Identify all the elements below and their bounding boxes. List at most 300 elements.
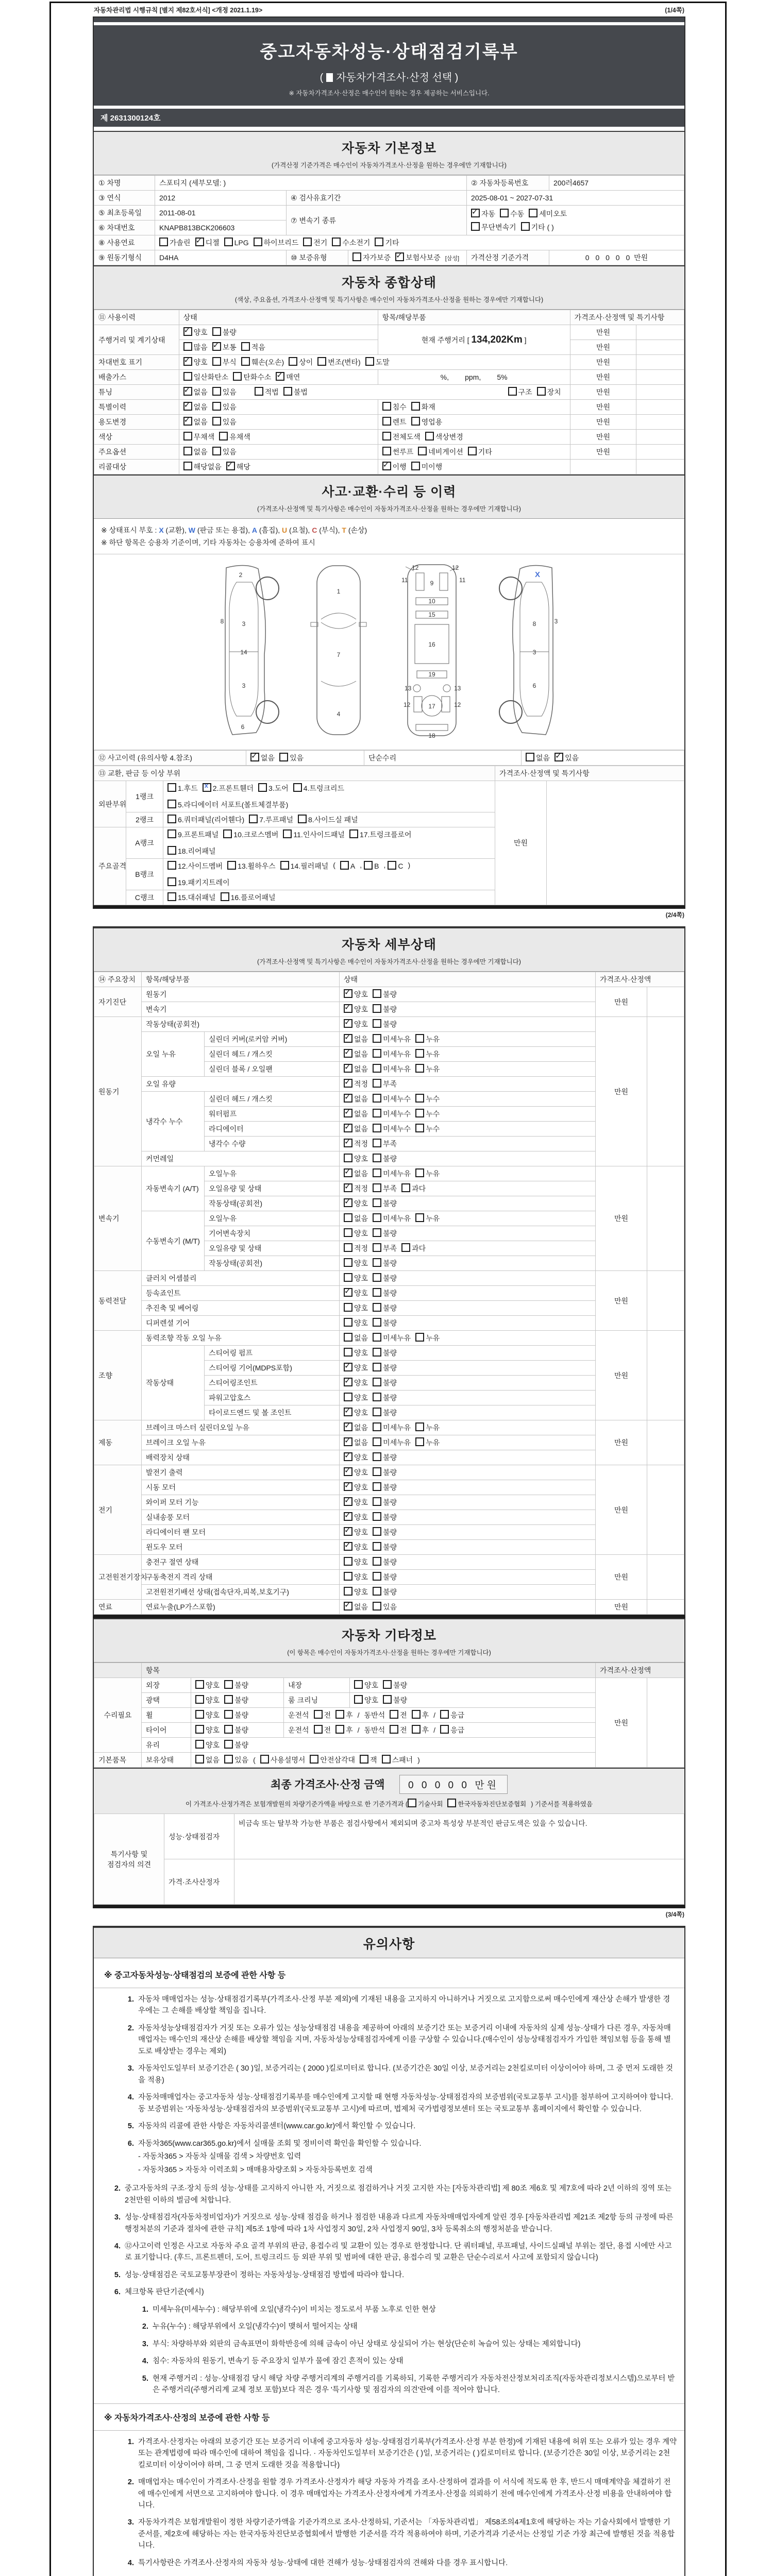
- checkbox[interactable]: [344, 989, 352, 998]
- checkbox[interactable]: [373, 1527, 381, 1536]
- checkbox[interactable]: [344, 1408, 352, 1416]
- checkbox[interactable]: [349, 829, 358, 838]
- table-row: 커먼레일 양호 불량: [94, 1151, 684, 1166]
- checkbox[interactable]: [382, 462, 391, 470]
- checkbox-label: 훼손(오손): [251, 358, 284, 366]
- checkbox-option: [373, 1572, 397, 1582]
- checkbox-option: [159, 238, 191, 248]
- checkbox[interactable]: [167, 815, 176, 823]
- checkbox[interactable]: [383, 1695, 392, 1704]
- checkbox[interactable]: [373, 1303, 381, 1312]
- checkbox[interactable]: [373, 1602, 381, 1611]
- checkbox[interactable]: [373, 1243, 381, 1252]
- checkbox[interactable]: [159, 238, 168, 246]
- checkbox-option: [195, 1740, 220, 1750]
- checkbox[interactable]: [447, 1799, 456, 1807]
- checkbox-option: [415, 1333, 440, 1343]
- svg-text:8: 8: [532, 620, 536, 628]
- checkbox[interactable]: [183, 327, 192, 336]
- checkbox-label: 9.프론트패널: [178, 831, 219, 839]
- checkbox[interactable]: [383, 1680, 392, 1689]
- table-row: 특기사항 및 점검자의 의견 성능·상태점검자 비금속 또는 탈부착 가능한 부품은 점검사항에서 제외되며 중고차 특성상 부분적인 판금도색은 있을 수 있습니다.: [94, 1814, 684, 1859]
- checkbox[interactable]: [521, 222, 530, 231]
- checkbox-label: 세미오토: [539, 209, 567, 218]
- checkbox[interactable]: [344, 1094, 352, 1103]
- checkbox[interactable]: [373, 1124, 381, 1132]
- checkbox-label: 전체도색: [392, 433, 421, 441]
- checkbox[interactable]: [344, 1512, 352, 1521]
- checkbox-label: 적음: [251, 343, 265, 351]
- checkbox[interactable]: [289, 357, 297, 366]
- checkbox-option: [415, 1034, 440, 1044]
- checkbox[interactable]: [195, 1725, 204, 1734]
- checkbox-label: 불량: [383, 1483, 397, 1492]
- checkbox[interactable]: [183, 462, 192, 470]
- checkbox[interactable]: [167, 877, 176, 886]
- table-row: 라디에이터 팬 모터 ✓ 양호 불량: [94, 1525, 684, 1540]
- checkbox[interactable]: [382, 417, 391, 426]
- checkbox[interactable]: [344, 1378, 352, 1386]
- checkbox[interactable]: [227, 861, 236, 870]
- checkbox[interactable]: [373, 1363, 381, 1371]
- checkbox[interactable]: [373, 1034, 381, 1043]
- checkbox[interactable]: [365, 357, 374, 366]
- warranty-note: [삼성]: [445, 256, 460, 262]
- checkbox[interactable]: [344, 1527, 352, 1536]
- checkbox[interactable]: [344, 1124, 352, 1132]
- checkbox[interactable]: [335, 1710, 344, 1719]
- checkbox[interactable]: [468, 447, 477, 455]
- checkbox-label: 14.필러패널: [290, 862, 329, 870]
- checkbox[interactable]: [415, 1049, 424, 1058]
- checkbox-label: 변조(변타): [328, 358, 361, 366]
- checkbox[interactable]: [373, 1049, 381, 1058]
- checkbox-option: [373, 1273, 397, 1283]
- checkbox[interactable]: [183, 447, 192, 455]
- checkbox[interactable]: [344, 1034, 352, 1043]
- svg-text:12: 12: [404, 701, 411, 708]
- checkbox[interactable]: [373, 1168, 381, 1177]
- checkbox[interactable]: [283, 387, 292, 396]
- checkbox[interactable]: [335, 1725, 344, 1734]
- checkbox-label: 있음: [222, 448, 237, 456]
- checkbox[interactable]: [183, 342, 192, 351]
- checkbox-option: [344, 1437, 368, 1448]
- checkbox[interactable]: [344, 1393, 352, 1401]
- checkbox-option: [183, 327, 208, 337]
- checkbox[interactable]: [373, 989, 381, 998]
- checkbox[interactable]: [344, 1198, 352, 1207]
- checkbox[interactable]: [183, 402, 192, 411]
- checkbox[interactable]: [360, 1755, 368, 1764]
- checkbox-option: [373, 1213, 411, 1224]
- checkbox-option: [167, 783, 198, 793]
- checkbox[interactable]: [212, 402, 221, 411]
- checkbox[interactable]: [344, 1213, 352, 1222]
- checkbox-option: [183, 342, 208, 352]
- checkbox[interactable]: [195, 1740, 204, 1749]
- checkbox-option: [224, 1755, 248, 1765]
- checkbox[interactable]: [471, 222, 480, 231]
- checkbox[interactable]: [224, 1710, 233, 1719]
- checkbox[interactable]: [390, 1710, 398, 1719]
- checkbox[interactable]: [212, 447, 221, 455]
- first-registration-value: 2011-08-01: [155, 206, 287, 221]
- checkbox[interactable]: [344, 1139, 352, 1147]
- checkbox[interactable]: [529, 209, 537, 217]
- checkbox-option: [373, 1004, 397, 1014]
- checkbox-label: 스패너: [392, 1756, 413, 1764]
- checkbox[interactable]: [382, 447, 391, 455]
- checkbox[interactable]: [254, 238, 262, 246]
- checkbox[interactable]: [471, 209, 480, 217]
- checkbox[interactable]: [425, 432, 434, 440]
- checkbox[interactable]: [167, 892, 176, 901]
- checkbox[interactable]: [373, 1437, 381, 1446]
- checkbox-option: [412, 1725, 429, 1735]
- checkbox[interactable]: [373, 1467, 381, 1476]
- table-row: B랭크 12.사이드멤버 13.휠하우스 14.필러패널 ( A , B , C ) 19.패키지트레이: [94, 859, 684, 890]
- checkbox[interactable]: [224, 1695, 233, 1704]
- checkbox[interactable]: [344, 1602, 352, 1611]
- checkbox[interactable]: [221, 892, 229, 901]
- checkbox[interactable]: [344, 1422, 352, 1431]
- checkbox[interactable]: [344, 1019, 352, 1028]
- checkbox[interactable]: [344, 1273, 352, 1282]
- checkbox-label: 양호: [354, 1319, 368, 1327]
- table-row: 스티어링조인트 ✓ 양호 불량: [94, 1376, 684, 1391]
- checkbox[interactable]: [344, 1064, 352, 1073]
- checkbox-option: [373, 1183, 397, 1194]
- table-row: 작동상태(공회전) ✓ 양호 불량: [94, 1196, 684, 1211]
- checkbox-label: 부족: [383, 1184, 397, 1193]
- checkbox[interactable]: [344, 1348, 352, 1357]
- checkbox[interactable]: [260, 1755, 269, 1764]
- checkbox[interactable]: [373, 1139, 381, 1147]
- checkbox[interactable]: [440, 1710, 449, 1719]
- checkbox[interactable]: [373, 1393, 381, 1401]
- checkbox-option: [521, 222, 554, 232]
- checkbox[interactable]: [373, 1497, 381, 1506]
- checkbox[interactable]: [344, 1482, 352, 1491]
- checkbox[interactable]: [212, 342, 221, 351]
- checkbox[interactable]: [373, 1572, 381, 1581]
- checkbox[interactable]: [375, 238, 383, 246]
- checkbox[interactable]: [373, 1019, 381, 1028]
- checkbox[interactable]: [183, 372, 192, 381]
- checkbox[interactable]: [344, 1452, 352, 1461]
- checkbox[interactable]: [310, 1755, 318, 1764]
- checkbox[interactable]: [255, 387, 263, 396]
- table-row: 리콜대상 해당없음 ✓ 해당 ✓ 이행 미이행: [94, 460, 684, 474]
- checkbox[interactable]: [401, 1243, 410, 1252]
- field-label: ⑩ 보증유형: [287, 250, 348, 265]
- checkbox[interactable]: [212, 357, 221, 366]
- checkbox[interactable]: [382, 1755, 391, 1764]
- checkbox-option: [373, 1527, 397, 1537]
- checkbox[interactable]: [224, 1755, 233, 1764]
- checkbox-option: [340, 861, 355, 871]
- field-label: ③ 연식: [94, 191, 155, 206]
- checkbox[interactable]: [373, 1378, 381, 1386]
- checkbox[interactable]: [250, 753, 259, 761]
- checkbox[interactable]: [415, 1168, 424, 1177]
- checkbox[interactable]: [508, 387, 517, 396]
- checkbox-label: 있음: [234, 1756, 249, 1764]
- checkbox[interactable]: [401, 1183, 410, 1192]
- checkbox[interactable]: [195, 238, 204, 246]
- checkbox[interactable]: [195, 1710, 204, 1719]
- checkbox[interactable]: [344, 1557, 352, 1566]
- checkbox[interactable]: [537, 387, 546, 396]
- checkbox-label: 전: [324, 1711, 331, 1719]
- checkbox[interactable]: [332, 238, 341, 246]
- section-title: 자동차 종합상태: [342, 276, 436, 290]
- table-row: 냉각수 누수 실린더 헤드 / 개스킷 ✓ 없음 미세누수 누수: [94, 1092, 684, 1107]
- checkbox[interactable]: [373, 1482, 381, 1491]
- checkbox[interactable]: [241, 342, 250, 351]
- checkbox[interactable]: [344, 1542, 352, 1551]
- checkbox[interactable]: [219, 432, 228, 440]
- checkbox[interactable]: [373, 1273, 381, 1282]
- checkbox[interactable]: [195, 1695, 204, 1704]
- checkbox[interactable]: [408, 1799, 416, 1807]
- checkbox[interactable]: [411, 462, 420, 470]
- checkbox[interactable]: [344, 1049, 352, 1058]
- checkbox-label: 무채색: [193, 433, 215, 441]
- checkbox[interactable]: [303, 238, 312, 246]
- checkbox[interactable]: [212, 417, 221, 426]
- checkbox[interactable]: [373, 1079, 381, 1088]
- checkbox-option: [344, 1004, 368, 1014]
- checkbox[interactable]: [373, 1154, 381, 1162]
- checkbox[interactable]: [373, 1348, 381, 1357]
- checkbox[interactable]: [354, 1680, 363, 1689]
- checkbox[interactable]: [344, 1168, 352, 1177]
- checkbox[interactable]: [203, 783, 211, 792]
- checkbox[interactable]: [373, 1213, 381, 1222]
- checkbox[interactable]: [195, 1680, 204, 1689]
- checkbox-label: 전: [400, 1726, 407, 1734]
- checkbox[interactable]: [418, 447, 427, 455]
- checkbox-option: [183, 447, 208, 457]
- checkbox[interactable]: [167, 846, 176, 855]
- checkbox[interactable]: [344, 1004, 352, 1013]
- checkbox[interactable]: [241, 357, 250, 366]
- checkbox[interactable]: [415, 1064, 424, 1073]
- checkbox[interactable]: [167, 829, 176, 838]
- checkbox[interactable]: [344, 1363, 352, 1371]
- checkbox-label: 불량: [383, 1498, 397, 1506]
- checkbox[interactable]: [500, 209, 509, 217]
- checkbox[interactable]: [411, 402, 420, 411]
- checkbox-option: [415, 1422, 440, 1433]
- checkbox-option: [344, 1378, 368, 1388]
- checkbox[interactable]: [226, 462, 235, 470]
- checkbox[interactable]: [373, 1109, 381, 1117]
- field-label: ⑤ 최초등록일: [94, 206, 155, 221]
- checkbox-label: 양호: [354, 1020, 368, 1028]
- checkbox[interactable]: [223, 829, 232, 838]
- checkbox[interactable]: [195, 1755, 204, 1764]
- checkbox-label: 없음: [193, 403, 208, 411]
- checkbox[interactable]: [382, 402, 391, 411]
- checkbox-option: [212, 447, 237, 457]
- checkbox[interactable]: [344, 1183, 352, 1192]
- checkbox[interactable]: [224, 238, 233, 246]
- svg-text:1: 1: [337, 588, 341, 595]
- checkbox[interactable]: [344, 1497, 352, 1506]
- checkbox[interactable]: [314, 1725, 323, 1734]
- checkbox-option: [183, 432, 215, 442]
- checkbox-option: [303, 238, 327, 248]
- checkbox[interactable]: [364, 861, 373, 870]
- checkbox[interactable]: [382, 432, 391, 440]
- checkbox-label: 누유: [426, 1214, 440, 1223]
- checkbox[interactable]: [344, 1318, 352, 1327]
- checkbox[interactable]: [373, 1512, 381, 1521]
- checkbox-label: 없음: [354, 1065, 368, 1073]
- checkbox[interactable]: [373, 1064, 381, 1073]
- checkbox[interactable]: [183, 432, 192, 440]
- checkbox[interactable]: [415, 1213, 424, 1222]
- checkbox[interactable]: [224, 1725, 233, 1734]
- opinion-text: [234, 1859, 684, 1905]
- checkbox[interactable]: [395, 252, 404, 261]
- checkbox[interactable]: [249, 815, 258, 823]
- checkbox[interactable]: [167, 800, 176, 808]
- checkbox-option: [526, 753, 550, 763]
- checkbox-option: [344, 1124, 368, 1134]
- checkbox[interactable]: [344, 1437, 352, 1446]
- checkbox-label: 양호: [354, 1289, 368, 1297]
- checkbox[interactable]: [415, 1109, 424, 1117]
- checkbox[interactable]: [415, 1333, 424, 1342]
- notice-item: 3. 자동차인도일부터 보증기간은 ( 30 )일, 보증거리는 ( 2000 )킬로미터로 합니다. (보증기간은 30일 이상, 보증거리는 2천킬로미터 이상이어야 하며, 그 중 먼저 도래한 것을 적용): [127, 2064, 673, 2084]
- checkbox[interactable]: [373, 1228, 381, 1237]
- checkbox[interactable]: [415, 1437, 424, 1446]
- checkbox[interactable]: [344, 1109, 352, 1117]
- checkbox-option: [344, 1034, 368, 1044]
- checkbox[interactable]: [373, 1004, 381, 1013]
- checkbox-label: 없음: [354, 1035, 368, 1043]
- checkbox[interactable]: [373, 1542, 381, 1551]
- checkbox[interactable]: [373, 1422, 381, 1431]
- checkbox[interactable]: [344, 1079, 352, 1088]
- checkbox[interactable]: [276, 372, 284, 381]
- checkbox[interactable]: [373, 1587, 381, 1596]
- checkbox[interactable]: [167, 783, 176, 792]
- checkbox[interactable]: [183, 417, 192, 426]
- checkbox[interactable]: [280, 861, 289, 870]
- checkbox[interactable]: [412, 1710, 421, 1719]
- checkbox-label: 불량: [383, 1394, 397, 1402]
- checkbox-option: [373, 1408, 397, 1418]
- checkbox[interactable]: [344, 1243, 352, 1252]
- checkbox[interactable]: [224, 1740, 233, 1749]
- checkbox[interactable]: [440, 1725, 449, 1734]
- checkbox[interactable]: [373, 1557, 381, 1566]
- checkbox[interactable]: [415, 1034, 424, 1043]
- checkbox[interactable]: [233, 372, 242, 381]
- checkbox[interactable]: [183, 387, 192, 396]
- checkbox[interactable]: [344, 1154, 352, 1162]
- checkbox[interactable]: [298, 815, 307, 823]
- checkbox[interactable]: [354, 1695, 363, 1704]
- checkbox-label: 영업용: [421, 418, 443, 426]
- checkbox[interactable]: [279, 753, 288, 761]
- checkbox-option: [344, 1363, 368, 1373]
- checkbox[interactable]: [317, 357, 326, 366]
- checkbox[interactable]: [373, 1258, 381, 1267]
- checkbox[interactable]: [224, 1680, 233, 1689]
- checkbox[interactable]: [283, 829, 292, 838]
- checkbox[interactable]: [167, 861, 176, 870]
- checkbox[interactable]: [373, 1094, 381, 1103]
- checkbox[interactable]: [415, 1422, 424, 1431]
- checkbox[interactable]: [344, 1303, 352, 1312]
- checkbox[interactable]: [373, 1452, 381, 1461]
- checkbox-option: [344, 1557, 368, 1567]
- checkbox-option: [293, 783, 344, 793]
- checkbox[interactable]: [390, 1725, 398, 1734]
- checkbox[interactable]: [415, 1094, 424, 1103]
- checkbox[interactable]: [212, 327, 221, 336]
- checkbox[interactable]: [526, 753, 534, 761]
- checkbox[interactable]: [344, 1587, 352, 1596]
- table-row: 오일유량 및 상태 ✓ 적정 부족 과다: [94, 1181, 684, 1196]
- checkbox-label: 적정: [354, 1080, 368, 1088]
- checkbox[interactable]: [344, 1333, 352, 1342]
- notice-item: 2. 자동차성능상태점검자가 거짓 또는 오류가 있는 성능상태점검 내용을 제공하여 아래의 보증기간 또는 보증거리 이내에 자동차의 실제 성능·상태가 다른 경우, 자동차매매업자는 매수인의 재산상 손해를 배상할 책임을 지며, 자동차성능상태점검자에게 이를 구상할 수 있습니다.(매수인이 성능상태점검자가 가입한 책임보험 등을 통해 별도로 배상받는 경우는 제외): [127, 2024, 671, 2056]
- checkbox[interactable]: [352, 252, 361, 261]
- checkbox-label: 미세누유: [383, 1334, 411, 1342]
- checkbox[interactable]: [258, 783, 267, 792]
- checkbox-option: [195, 238, 220, 248]
- checkbox-option: [344, 1064, 368, 1074]
- checkbox-option: [364, 861, 379, 871]
- inspection-period-value: 2025-08-01 ~ 2027-07-31: [467, 191, 684, 206]
- checkbox[interactable]: [344, 1467, 352, 1476]
- basic-info-table: [94, 175, 684, 265]
- checkbox[interactable]: [373, 1408, 381, 1416]
- checkbox[interactable]: [183, 357, 192, 366]
- checkbox[interactable]: [340, 861, 349, 870]
- checkbox[interactable]: [314, 1710, 323, 1719]
- checkbox[interactable]: [412, 1725, 421, 1734]
- checkbox-option: [373, 1557, 397, 1567]
- section-head-accident: [94, 474, 684, 519]
- checkbox[interactable]: [373, 1183, 381, 1192]
- checkbox[interactable]: [344, 1258, 352, 1267]
- checkbox[interactable]: [554, 753, 563, 761]
- checkbox[interactable]: [293, 783, 302, 792]
- checkbox[interactable]: [373, 1288, 381, 1297]
- checkbox[interactable]: [344, 1288, 352, 1297]
- checkbox[interactable]: [388, 861, 396, 870]
- checkbox[interactable]: [373, 1333, 381, 1342]
- checkbox[interactable]: [212, 387, 221, 396]
- checkbox[interactable]: [373, 1198, 381, 1207]
- checkbox[interactable]: [411, 417, 420, 426]
- checkbox-label: 미세누수: [383, 1095, 411, 1103]
- table-row: C랭크 15.대쉬패널 16.플로어패널: [94, 890, 684, 905]
- checkbox[interactable]: [344, 1572, 352, 1581]
- checkbox-option: [283, 387, 308, 397]
- checkbox[interactable]: [415, 1124, 424, 1132]
- checkbox[interactable]: [373, 1318, 381, 1327]
- checkbox[interactable]: [344, 1228, 352, 1237]
